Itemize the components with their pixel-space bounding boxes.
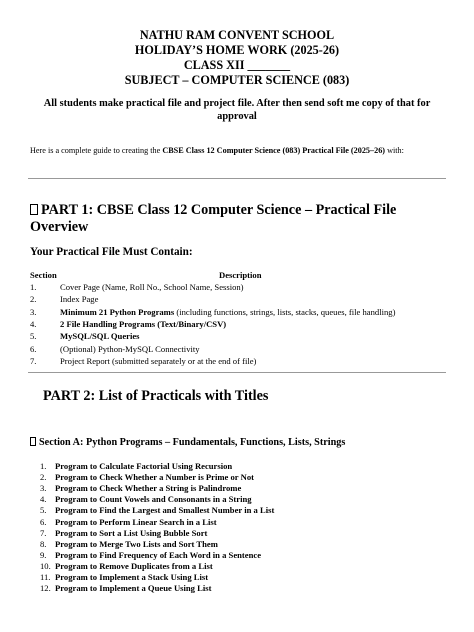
part2-heading: PART 2: List of Practicals with Titles [43,388,269,404]
list-item [40,505,460,516]
table-row [30,307,460,318]
row-number: 6. [30,343,37,354]
item-number: 6. [40,516,47,527]
item-title: Program to Check Whether a Number is Prime or Not [55,472,254,483]
section-a-heading [30,437,345,448]
row-number: 4. [30,318,37,329]
intro-suffix: with: [385,146,404,155]
row-text: Cover Page (Name, Roll No., School Name, Session) [60,282,244,292]
list-item [40,472,460,483]
item-title: Program to Calculate Factorial Using Recursion [55,461,233,471]
list-item [40,494,460,505]
item-title: Program to Merge Two Lists and Sort Them [55,538,218,549]
row-text: Index Page [60,294,99,305]
list-item [40,517,460,528]
item-title: Program to Perform Linear Search in a List [55,516,217,527]
row-description [60,344,200,355]
subject-line: SUBJECT – COMPUTER SCIENCE (083) [124,73,350,87]
item-number: 12. [40,583,51,594]
row-number: 1. [30,282,37,292]
item-title: Program to Find the Largest and Smallest Number in a List [55,505,275,516]
missing-glyph-icon [30,204,38,215]
item-title: Program to Remove Duplicates from a List [55,560,213,571]
list-item [40,461,460,472]
row-description [60,319,226,330]
intro-prefix: Here is a complete guide to creating the [30,146,163,155]
item-title: Program to Check Whether a String is Palindrome [55,483,242,494]
row-number: 5. [30,331,37,342]
row-text: (including functions, strings, lists, stacks, queues, file handling) [174,306,396,317]
part1-subheading: Your Practical File Must Contain: [30,246,193,258]
item-number: 1. [40,461,47,471]
item-number: 4. [40,494,47,505]
row-description [60,331,140,342]
table-row [30,344,460,355]
missing-glyph-icon [30,437,36,446]
list-item [40,528,460,539]
col-header-section: Section [30,270,57,280]
item-number: 3. [40,483,47,494]
part1-title: PART 1: CBSE Class 12 Computer Science – Practical File Overview [30,202,397,235]
table-row [30,294,460,305]
row-number: 2. [30,294,37,305]
table-row [30,331,460,342]
class-line: CLASS XII _______ [183,58,291,72]
item-number: 5. [40,505,47,516]
intro-paragraph [30,146,450,157]
intro-highlight: CBSE Class 12 Computer Science (083) Practical File (2025–26) [162,146,386,155]
item-number: 8. [40,538,47,549]
divider [28,178,446,179]
row-bold-text: Minimum 21 Python Programs [60,306,175,317]
row-bold-text: 2 File Handling Programs (Text/Binary/CSV) [60,318,227,329]
row-text: Project Report (submitted separately or at the end of file) [60,355,257,366]
item-title: Program to Implement a Queue Using List [55,583,212,594]
list-item [40,561,460,572]
section-a-title: Section A: Python Programs – Fundamentals, Functions, Lists, Strings [39,437,346,448]
row-description [60,307,395,318]
item-title: Program to Implement a Stack Using List [55,572,209,582]
homework-title: HOLIDAY’S HOME WORK (2025-26) [134,43,340,57]
list-item [40,583,460,594]
divider [28,372,446,373]
table-row [30,282,460,293]
row-description [60,294,98,305]
item-title: Program to Find Frequency of Each Word in a Sentence [55,549,262,560]
item-title: Program to Sort a List Using Bubble Sort [55,527,208,538]
item-title: Program to Count Vowels and Consonants in a String [55,494,252,505]
list-item [40,572,460,583]
list-item [40,483,460,494]
list-item [40,539,460,550]
part1-heading [30,202,450,236]
row-number: 7. [30,355,37,366]
item-number: 11. [40,572,51,582]
notice-text: All students make practical file and project file. After then send soft me copy of that for approval [43,98,431,122]
item-number: 9. [40,549,47,560]
row-bold-text: MySQL/SQL Queries [60,331,140,342]
table-row [30,319,460,330]
list-item [40,550,460,561]
item-number: 2. [40,472,47,483]
table-row [30,356,460,367]
school-name: NATHU RAM CONVENT SCHOOL [139,28,335,42]
item-number: 7. [40,527,47,538]
row-number: 3. [30,306,37,317]
row-description [60,356,256,367]
item-number: 10. [40,560,51,571]
col-header-description: Description [219,270,262,280]
row-text: (Optional) Python-MySQL Connectivity [60,343,200,354]
row-description [60,282,244,293]
